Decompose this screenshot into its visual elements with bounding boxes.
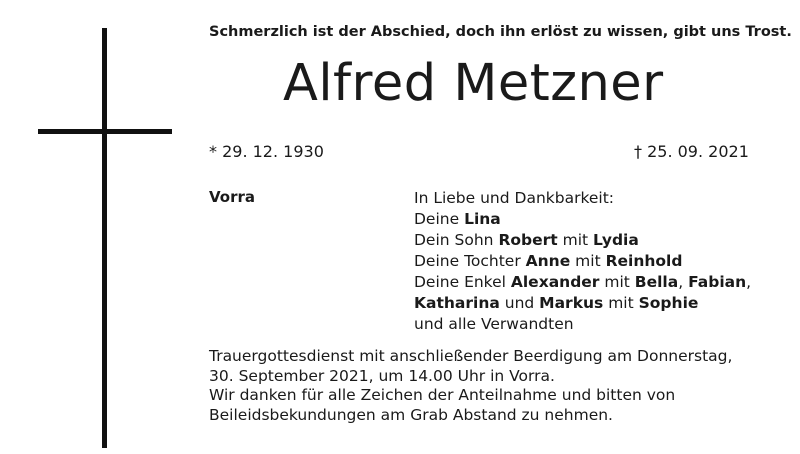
notice-line: Wir danken für alle Zeichen der Anteilnahme und bitten von: [209, 386, 676, 404]
mourner-line: Katharina und Markus mit Sophie: [414, 294, 699, 312]
motto-text: Schmerzlich ist der Abschied, doch ihn erlöst zu wissen, gibt uns Trost.: [209, 24, 792, 40]
notice-line: Beileidsbekundungen am Grab Abstand zu nehmen.: [209, 405, 613, 424]
place-label: Vorra: [209, 188, 256, 206]
mourners-intro: In Liebe und Dankbarkeit:: [414, 189, 615, 207]
mourner-line: Dein Sohn Robert mit Lydia: [414, 231, 639, 249]
notice-line: 30. September 2021, um 14.00 Uhr in Vorra.: [209, 366, 555, 385]
mourners-closing: und alle Verwandten: [414, 315, 574, 333]
mourner-line: Deine Lina: [414, 210, 501, 228]
mourners-list: [414, 188, 751, 335]
notice-line: Trauergottesdienst mit anschließender Beerdigung am Donnerstag,: [209, 347, 733, 365]
funeral-notice: [209, 347, 789, 425]
death-date: † 25. 09. 2021: [634, 142, 749, 161]
mourner-line: Deine Enkel Alexander mit Bella, Fabian,: [414, 273, 752, 291]
cross-vertical-bar: [102, 28, 107, 448]
deceased-name: Alfred Metzner: [283, 54, 664, 113]
birth-date: * 29. 12. 1930: [209, 142, 324, 161]
mourner-line: Deine Tochter Anne mit Reinhold: [414, 252, 683, 270]
cross-horizontal-bar: [38, 129, 172, 134]
